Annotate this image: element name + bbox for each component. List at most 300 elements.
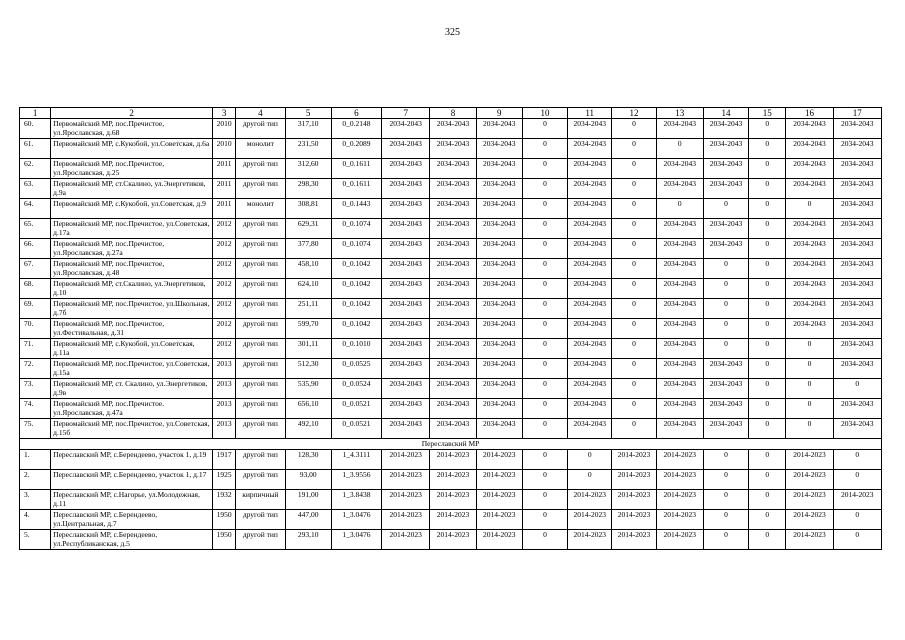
table-cell: 0 bbox=[522, 179, 567, 199]
table-cell: 2011 bbox=[213, 199, 236, 219]
table-cell: 447,00 bbox=[285, 510, 331, 530]
table-cell: 0 bbox=[786, 419, 833, 439]
table-cell: 2034-2043 bbox=[833, 139, 881, 159]
table-cell: 2014-2023 bbox=[430, 510, 476, 530]
table-cell: 0 bbox=[612, 179, 656, 199]
table-cell: 2034-2043 bbox=[430, 139, 476, 159]
table-cell: 0 bbox=[703, 339, 748, 359]
address-cell: Первомайский МР, с.Кукобой, ул.Советская, д.6а bbox=[51, 139, 213, 159]
table-cell: 2034-2043 bbox=[430, 339, 476, 359]
table-cell: 0 bbox=[749, 419, 786, 439]
table-cell: 2012 bbox=[213, 279, 236, 299]
table-cell: 2034-2043 bbox=[568, 359, 612, 379]
table-cell: 293,10 bbox=[285, 530, 331, 550]
table-cell: 2034-2043 bbox=[382, 159, 430, 179]
address-cell: Первомайский МР, пос.Пречистое, ул.Советская, д.15б bbox=[51, 419, 213, 439]
table-cell: 2034-2043 bbox=[786, 119, 833, 139]
page-number: 325 bbox=[445, 27, 460, 38]
table-cell: 2034-2043 bbox=[382, 219, 430, 239]
table-cell: 251,11 bbox=[285, 299, 331, 319]
table-cell: 2010 bbox=[213, 119, 236, 139]
table-cell: 0 bbox=[522, 119, 567, 139]
table-row bbox=[20, 259, 882, 279]
table-cell: другой тип bbox=[236, 339, 285, 359]
table-cell: 2014-2023 bbox=[786, 490, 833, 510]
table-cell: 2014-2023 bbox=[612, 490, 656, 510]
table-cell: 2034-2043 bbox=[382, 259, 430, 279]
table-cell: 2034-2043 bbox=[382, 299, 430, 319]
table-cell: 2034-2043 bbox=[382, 359, 430, 379]
table-cell: 2034-2043 bbox=[833, 199, 881, 219]
table-cell: 0 bbox=[749, 159, 786, 179]
table-cell: 2012 bbox=[213, 339, 236, 359]
table-cell: 2034-2043 bbox=[656, 339, 703, 359]
address-cell: Переславский МР, с.Берендеево, ул.Республиканская, д.5 bbox=[51, 530, 213, 550]
table-cell: 0_0.0524 bbox=[331, 379, 381, 399]
table-cell: 0 bbox=[749, 199, 786, 219]
table-cell: 0 bbox=[703, 319, 748, 339]
table-cell: 0 bbox=[749, 399, 786, 419]
row-number-cell: 61. bbox=[20, 139, 51, 159]
table-cell: другой тип bbox=[236, 359, 285, 379]
table-cell: 0 bbox=[612, 299, 656, 319]
table-cell: 2014-2023 bbox=[786, 530, 833, 550]
table-cell: 0_0.1042 bbox=[331, 279, 381, 299]
table-cell: 0 bbox=[522, 139, 567, 159]
table-cell: 2034-2043 bbox=[382, 279, 430, 299]
table-row bbox=[20, 530, 882, 550]
address-cell: Первомайский МР, пос.Пречистое, ул.Советская, д.17а bbox=[51, 219, 213, 239]
table-cell: 2034-2043 bbox=[430, 239, 476, 259]
table-cell: 2034-2043 bbox=[568, 259, 612, 279]
column-number: 13 bbox=[656, 108, 703, 119]
table-cell: 2014-2023 bbox=[430, 530, 476, 550]
row-number-cell: 65. bbox=[20, 219, 51, 239]
row-number-cell: 68. bbox=[20, 279, 51, 299]
table-cell: 2034-2043 bbox=[430, 179, 476, 199]
table-cell: 2014-2023 bbox=[476, 530, 522, 550]
table-cell: 2034-2043 bbox=[786, 159, 833, 179]
table-cell: 0 bbox=[786, 199, 833, 219]
table-cell: 2014-2023 bbox=[568, 490, 612, 510]
table-cell: 0 bbox=[522, 470, 567, 490]
table-cell: 2034-2043 bbox=[833, 299, 881, 319]
table-cell: 2014-2023 bbox=[568, 510, 612, 530]
table-cell: 0 bbox=[522, 530, 567, 550]
table-cell: 2034-2043 bbox=[833, 399, 881, 419]
table-cell: 2011 bbox=[213, 159, 236, 179]
table-cell: 2014-2023 bbox=[382, 530, 430, 550]
table-cell: 0 bbox=[522, 199, 567, 219]
table-cell: 2034-2043 bbox=[786, 219, 833, 239]
table-cell: 0 bbox=[703, 510, 748, 530]
table-cell: 2034-2043 bbox=[833, 319, 881, 339]
address-cell: Первомайский МР, с.Кукобой, ул.Советская, д.11а bbox=[51, 339, 213, 359]
row-number-cell: 75. bbox=[20, 419, 51, 439]
table-cell: 0 bbox=[522, 399, 567, 419]
column-number: 5 bbox=[285, 108, 331, 119]
table-cell: 2034-2043 bbox=[568, 179, 612, 199]
table-cell: 2034-2043 bbox=[786, 259, 833, 279]
table-cell: 2014-2023 bbox=[656, 470, 703, 490]
row-number-cell: 64. bbox=[20, 199, 51, 219]
table-cell: 2014-2023 bbox=[476, 510, 522, 530]
address-cell: Переславский МР, с.Берендеево, участок 1, д.17 bbox=[51, 470, 213, 490]
table-cell: 2034-2043 bbox=[476, 119, 522, 139]
table-cell: 2014-2023 bbox=[833, 490, 881, 510]
table-cell: кирпичный bbox=[236, 490, 285, 510]
table-cell: 492,10 bbox=[285, 419, 331, 439]
table-cell: 2034-2043 bbox=[476, 199, 522, 219]
table-cell: 1_3.0476 bbox=[331, 510, 381, 530]
table-cell: 0 bbox=[833, 379, 881, 399]
table-cell: 2034-2043 bbox=[703, 399, 748, 419]
table-cell: 2034-2043 bbox=[786, 319, 833, 339]
table-cell: 2014-2023 bbox=[476, 470, 522, 490]
address-cell: Первомайский МР, ст.Скалино, ул.Энергетиков, д.9а bbox=[51, 179, 213, 199]
table-cell: 0 bbox=[749, 259, 786, 279]
table-cell: 0 bbox=[612, 199, 656, 219]
table-cell: 0 bbox=[749, 510, 786, 530]
table-cell: монолит bbox=[236, 199, 285, 219]
table-cell: 2034-2043 bbox=[786, 139, 833, 159]
table-row bbox=[20, 159, 882, 179]
table-cell: другой тип bbox=[236, 319, 285, 339]
table-cell: 2034-2043 bbox=[382, 419, 430, 439]
table-cell: 2034-2043 bbox=[430, 279, 476, 299]
table-row bbox=[20, 119, 882, 139]
table-cell: 0 bbox=[522, 159, 567, 179]
row-number-cell: 66. bbox=[20, 239, 51, 259]
address-cell: Первомайский МР, пос.Пречистое, ул.Школьная, д.7б bbox=[51, 299, 213, 319]
table-cell: 0_0.2148 bbox=[331, 119, 381, 139]
table-cell: 2014-2023 bbox=[656, 490, 703, 510]
address-cell: Первомайский МР, пос.Пречистое, ул.Советская, д.15а bbox=[51, 359, 213, 379]
table-cell: 1_4.3111 bbox=[331, 450, 381, 470]
table-cell: 0 bbox=[522, 379, 567, 399]
table-cell: 0_0.1042 bbox=[331, 319, 381, 339]
table-row bbox=[20, 450, 882, 470]
table-cell: 2034-2043 bbox=[656, 179, 703, 199]
row-number-cell: 3. bbox=[20, 490, 51, 510]
table-cell: 0 bbox=[833, 470, 881, 490]
table-cell: 0 bbox=[749, 239, 786, 259]
table-cell: 0_0.0521 bbox=[331, 399, 381, 419]
address-cell: Переславский МР, с.Берендеево, ул.Центральная, д.7 bbox=[51, 510, 213, 530]
table-cell: 0 bbox=[749, 139, 786, 159]
table-cell: 2014-2023 bbox=[612, 510, 656, 530]
table-cell: 2034-2043 bbox=[703, 139, 748, 159]
table-cell: 2014-2023 bbox=[382, 490, 430, 510]
table-row bbox=[20, 379, 882, 399]
row-number-cell: 72. bbox=[20, 359, 51, 379]
table-cell: 2034-2043 bbox=[703, 119, 748, 139]
table-row bbox=[20, 510, 882, 530]
table-cell: 0 bbox=[522, 490, 567, 510]
column-number: 7 bbox=[382, 108, 430, 119]
table-cell: 2014-2023 bbox=[786, 510, 833, 530]
table-row bbox=[20, 339, 882, 359]
address-cell: Первомайский МР, пос.Пречистое, ул.Ярославская, д.25 bbox=[51, 159, 213, 179]
table-cell: 0 bbox=[703, 450, 748, 470]
row-number-cell: 5. bbox=[20, 530, 51, 550]
table-cell: 0 bbox=[703, 279, 748, 299]
table-cell: 1_3.9556 bbox=[331, 470, 381, 490]
table-cell: 2034-2043 bbox=[703, 179, 748, 199]
table-cell: другой тип bbox=[236, 419, 285, 439]
table-cell: 2034-2043 bbox=[786, 179, 833, 199]
table-cell: 0 bbox=[703, 490, 748, 510]
table-row bbox=[20, 319, 882, 339]
table-cell: 0 bbox=[522, 450, 567, 470]
data-table bbox=[19, 107, 882, 550]
table-cell: другой тип bbox=[236, 239, 285, 259]
table-cell: 2034-2043 bbox=[568, 119, 612, 139]
table-cell: 2014-2023 bbox=[612, 450, 656, 470]
table-cell: 2012 bbox=[213, 319, 236, 339]
table-cell: 2034-2043 bbox=[656, 379, 703, 399]
table-cell: 0_0.1010 bbox=[331, 339, 381, 359]
section-title: Переславский МР bbox=[20, 439, 882, 450]
table-cell: 0 bbox=[522, 339, 567, 359]
table-cell: 0 bbox=[522, 259, 567, 279]
table-cell: 0 bbox=[749, 379, 786, 399]
table-cell: 2014-2023 bbox=[656, 450, 703, 470]
table-cell: 0 bbox=[612, 139, 656, 159]
table-cell: 535,90 bbox=[285, 379, 331, 399]
table-cell: 2034-2043 bbox=[382, 399, 430, 419]
row-number-cell: 73. bbox=[20, 379, 51, 399]
address-cell: Первомайский МР, ст.Скалино, ул.Энергетиков, д.10 bbox=[51, 279, 213, 299]
table-cell: 0 bbox=[522, 279, 567, 299]
table-cell: 0 bbox=[612, 379, 656, 399]
section-row bbox=[20, 439, 882, 450]
table-cell: 2034-2043 bbox=[430, 359, 476, 379]
table-cell: 2034-2043 bbox=[430, 159, 476, 179]
table-cell: 2034-2043 bbox=[476, 259, 522, 279]
table-cell: 2034-2043 bbox=[476, 339, 522, 359]
table-cell: 2013 bbox=[213, 359, 236, 379]
table-cell: 2034-2043 bbox=[430, 379, 476, 399]
table-cell: 2034-2043 bbox=[568, 159, 612, 179]
table-cell: 2014-2023 bbox=[612, 530, 656, 550]
table-cell: другой тип bbox=[236, 279, 285, 299]
table-cell: 2034-2043 bbox=[568, 219, 612, 239]
table-cell: 2034-2043 bbox=[430, 259, 476, 279]
row-number-cell: 74. bbox=[20, 399, 51, 419]
table-cell: монолит bbox=[236, 139, 285, 159]
table-cell: 0_0.1074 bbox=[331, 239, 381, 259]
table-cell: другой тип bbox=[236, 299, 285, 319]
table-cell: 2034-2043 bbox=[833, 159, 881, 179]
table-cell: 2034-2043 bbox=[382, 139, 430, 159]
table-cell: 298,30 bbox=[285, 179, 331, 199]
table-cell: 0 bbox=[703, 530, 748, 550]
table-cell: 0 bbox=[612, 239, 656, 259]
row-number-cell: 70. bbox=[20, 319, 51, 339]
table-cell: 1_3.8438 bbox=[331, 490, 381, 510]
table-cell: другой тип bbox=[236, 179, 285, 199]
column-number: 3 bbox=[213, 108, 236, 119]
row-number-cell: 69. bbox=[20, 299, 51, 319]
table-cell: 2013 bbox=[213, 379, 236, 399]
address-cell: Первомайский МР, пос.Пречистое, ул.Ярославская, д.48 bbox=[51, 259, 213, 279]
table-cell: 0 bbox=[703, 259, 748, 279]
table-cell: другой тип bbox=[236, 119, 285, 139]
table-cell: 2034-2043 bbox=[476, 299, 522, 319]
table-cell: 0 bbox=[749, 359, 786, 379]
table-cell: 2034-2043 bbox=[656, 359, 703, 379]
table-cell: 2034-2043 bbox=[786, 239, 833, 259]
table-cell: 2034-2043 bbox=[568, 239, 612, 259]
table-cell: 0 bbox=[703, 299, 748, 319]
table-row bbox=[20, 299, 882, 319]
column-number: 14 bbox=[703, 108, 748, 119]
table-cell: 2034-2043 bbox=[703, 239, 748, 259]
row-number-cell: 71. bbox=[20, 339, 51, 359]
table-cell: 2011 bbox=[213, 179, 236, 199]
table-cell: 2034-2043 bbox=[476, 279, 522, 299]
table-cell: 2034-2043 bbox=[833, 219, 881, 239]
table-cell: 0 bbox=[522, 239, 567, 259]
table-cell: 0 bbox=[612, 259, 656, 279]
table-cell: 629,31 bbox=[285, 219, 331, 239]
table-cell: 2010 bbox=[213, 139, 236, 159]
table-cell: 656,10 bbox=[285, 399, 331, 419]
table-cell: 2014-2023 bbox=[568, 530, 612, 550]
column-number: 4 bbox=[236, 108, 285, 119]
table-cell: 93,00 bbox=[285, 470, 331, 490]
table-cell: 0_0.1611 bbox=[331, 179, 381, 199]
table-cell: 2014-2023 bbox=[786, 450, 833, 470]
column-number: 2 bbox=[51, 108, 213, 119]
table-cell: 2034-2043 bbox=[382, 119, 430, 139]
table-cell: 2014-2023 bbox=[786, 470, 833, 490]
address-cell: Переславский МР, с.Берендеево, участок 1, д.19 bbox=[51, 450, 213, 470]
table-cell: 128,30 bbox=[285, 450, 331, 470]
table-cell: 2034-2043 bbox=[382, 339, 430, 359]
table-cell: 2034-2043 bbox=[833, 119, 881, 139]
column-number: 16 bbox=[786, 108, 833, 119]
table-cell: 2034-2043 bbox=[833, 339, 881, 359]
table-cell: 2012 bbox=[213, 239, 236, 259]
table-cell: 0 bbox=[833, 510, 881, 530]
table-cell: 0 bbox=[749, 450, 786, 470]
table-cell: 0_0.1042 bbox=[331, 259, 381, 279]
table-cell: 0 bbox=[656, 139, 703, 159]
table-cell: другой тип bbox=[236, 259, 285, 279]
table-cell: 0_0.0521 bbox=[331, 419, 381, 439]
table-cell: 2034-2043 bbox=[476, 139, 522, 159]
table-cell: 2034-2043 bbox=[656, 119, 703, 139]
table-cell: 2013 bbox=[213, 419, 236, 439]
table-cell: 0 bbox=[522, 510, 567, 530]
table-cell: 2012 bbox=[213, 259, 236, 279]
table-row bbox=[20, 239, 882, 259]
table-cell: 2014-2023 bbox=[382, 470, 430, 490]
table-cell: другой тип bbox=[236, 530, 285, 550]
table-cell: 2034-2043 bbox=[833, 239, 881, 259]
table-cell: 377,80 bbox=[285, 239, 331, 259]
table-cell: другой тип bbox=[236, 510, 285, 530]
column-number-row bbox=[20, 108, 882, 119]
table-cell: 301,11 bbox=[285, 339, 331, 359]
table-cell: 2034-2043 bbox=[568, 279, 612, 299]
table-cell: 1950 bbox=[213, 510, 236, 530]
table-cell: 2014-2023 bbox=[476, 450, 522, 470]
table-cell: 0 bbox=[522, 299, 567, 319]
table-cell: 0 bbox=[786, 339, 833, 359]
table-cell: 0 bbox=[786, 399, 833, 419]
table-cell: 2014-2023 bbox=[430, 490, 476, 510]
table-cell: другой тип bbox=[236, 379, 285, 399]
table-cell: 2034-2043 bbox=[476, 159, 522, 179]
table-cell: 0 bbox=[749, 530, 786, 550]
table-cell: 0_0.1611 bbox=[331, 159, 381, 179]
table-cell: 2034-2043 bbox=[476, 359, 522, 379]
address-cell: Первомайский МР, пос.Пречистое, ул.Ярославская, д.68 bbox=[51, 119, 213, 139]
table-cell: 308,81 bbox=[285, 199, 331, 219]
table-row bbox=[20, 219, 882, 239]
table-cell: 2034-2043 bbox=[476, 239, 522, 259]
column-number: 12 bbox=[612, 108, 656, 119]
row-number-cell: 63. bbox=[20, 179, 51, 199]
table-cell: 2034-2043 bbox=[382, 379, 430, 399]
table-cell: 2034-2043 bbox=[656, 159, 703, 179]
table-cell: 2012 bbox=[213, 299, 236, 319]
table-row bbox=[20, 279, 882, 299]
table-cell: 0 bbox=[612, 419, 656, 439]
table-cell: 0_0.1443 bbox=[331, 199, 381, 219]
table-cell: другой тип bbox=[236, 450, 285, 470]
table-cell: 2034-2043 bbox=[703, 359, 748, 379]
row-number-cell: 4. bbox=[20, 510, 51, 530]
table-cell: 1_3.0476 bbox=[331, 530, 381, 550]
table-cell: 0 bbox=[749, 179, 786, 199]
table-cell: 2014-2023 bbox=[656, 510, 703, 530]
table-cell: 0 bbox=[749, 279, 786, 299]
table-cell: другой тип bbox=[236, 399, 285, 419]
table-cell: 0 bbox=[703, 470, 748, 490]
table-cell: 2034-2043 bbox=[656, 259, 703, 279]
table-cell: 0 bbox=[612, 319, 656, 339]
table-cell: 2034-2043 bbox=[476, 379, 522, 399]
table-cell: 0 bbox=[656, 199, 703, 219]
address-cell: Переславский МР, с.Нагорье, ул.Молодежная, д.11 bbox=[51, 490, 213, 510]
table-cell: 2034-2043 bbox=[703, 219, 748, 239]
table-row bbox=[20, 490, 882, 510]
address-cell: Первомайский МР, ст. Скалино, ул.Энергетиков, д.9в bbox=[51, 379, 213, 399]
table-cell: 2014-2023 bbox=[612, 470, 656, 490]
address-cell: Первомайский МР, пос.Пречистое, ул.Фестивальная, д.31 bbox=[51, 319, 213, 339]
row-number-cell: 67. bbox=[20, 259, 51, 279]
table-cell: 2034-2043 bbox=[833, 359, 881, 379]
column-number: 9 bbox=[476, 108, 522, 119]
table-cell: 2034-2043 bbox=[476, 419, 522, 439]
table-cell: 2034-2043 bbox=[656, 319, 703, 339]
table-cell: 1950 bbox=[213, 530, 236, 550]
table-cell: 2034-2043 bbox=[786, 279, 833, 299]
table-cell: 2034-2043 bbox=[833, 279, 881, 299]
row-number-cell: 62. bbox=[20, 159, 51, 179]
table-cell: 0 bbox=[612, 339, 656, 359]
column-number: 8 bbox=[430, 108, 476, 119]
table-cell: 2034-2043 bbox=[786, 299, 833, 319]
address-cell: Первомайский МР, пос.Пречистое. ул.Ярославская, д.47а bbox=[51, 399, 213, 419]
table-cell: 2034-2043 bbox=[833, 179, 881, 199]
table-cell: 0 bbox=[612, 399, 656, 419]
table-cell: 317,10 bbox=[285, 119, 331, 139]
